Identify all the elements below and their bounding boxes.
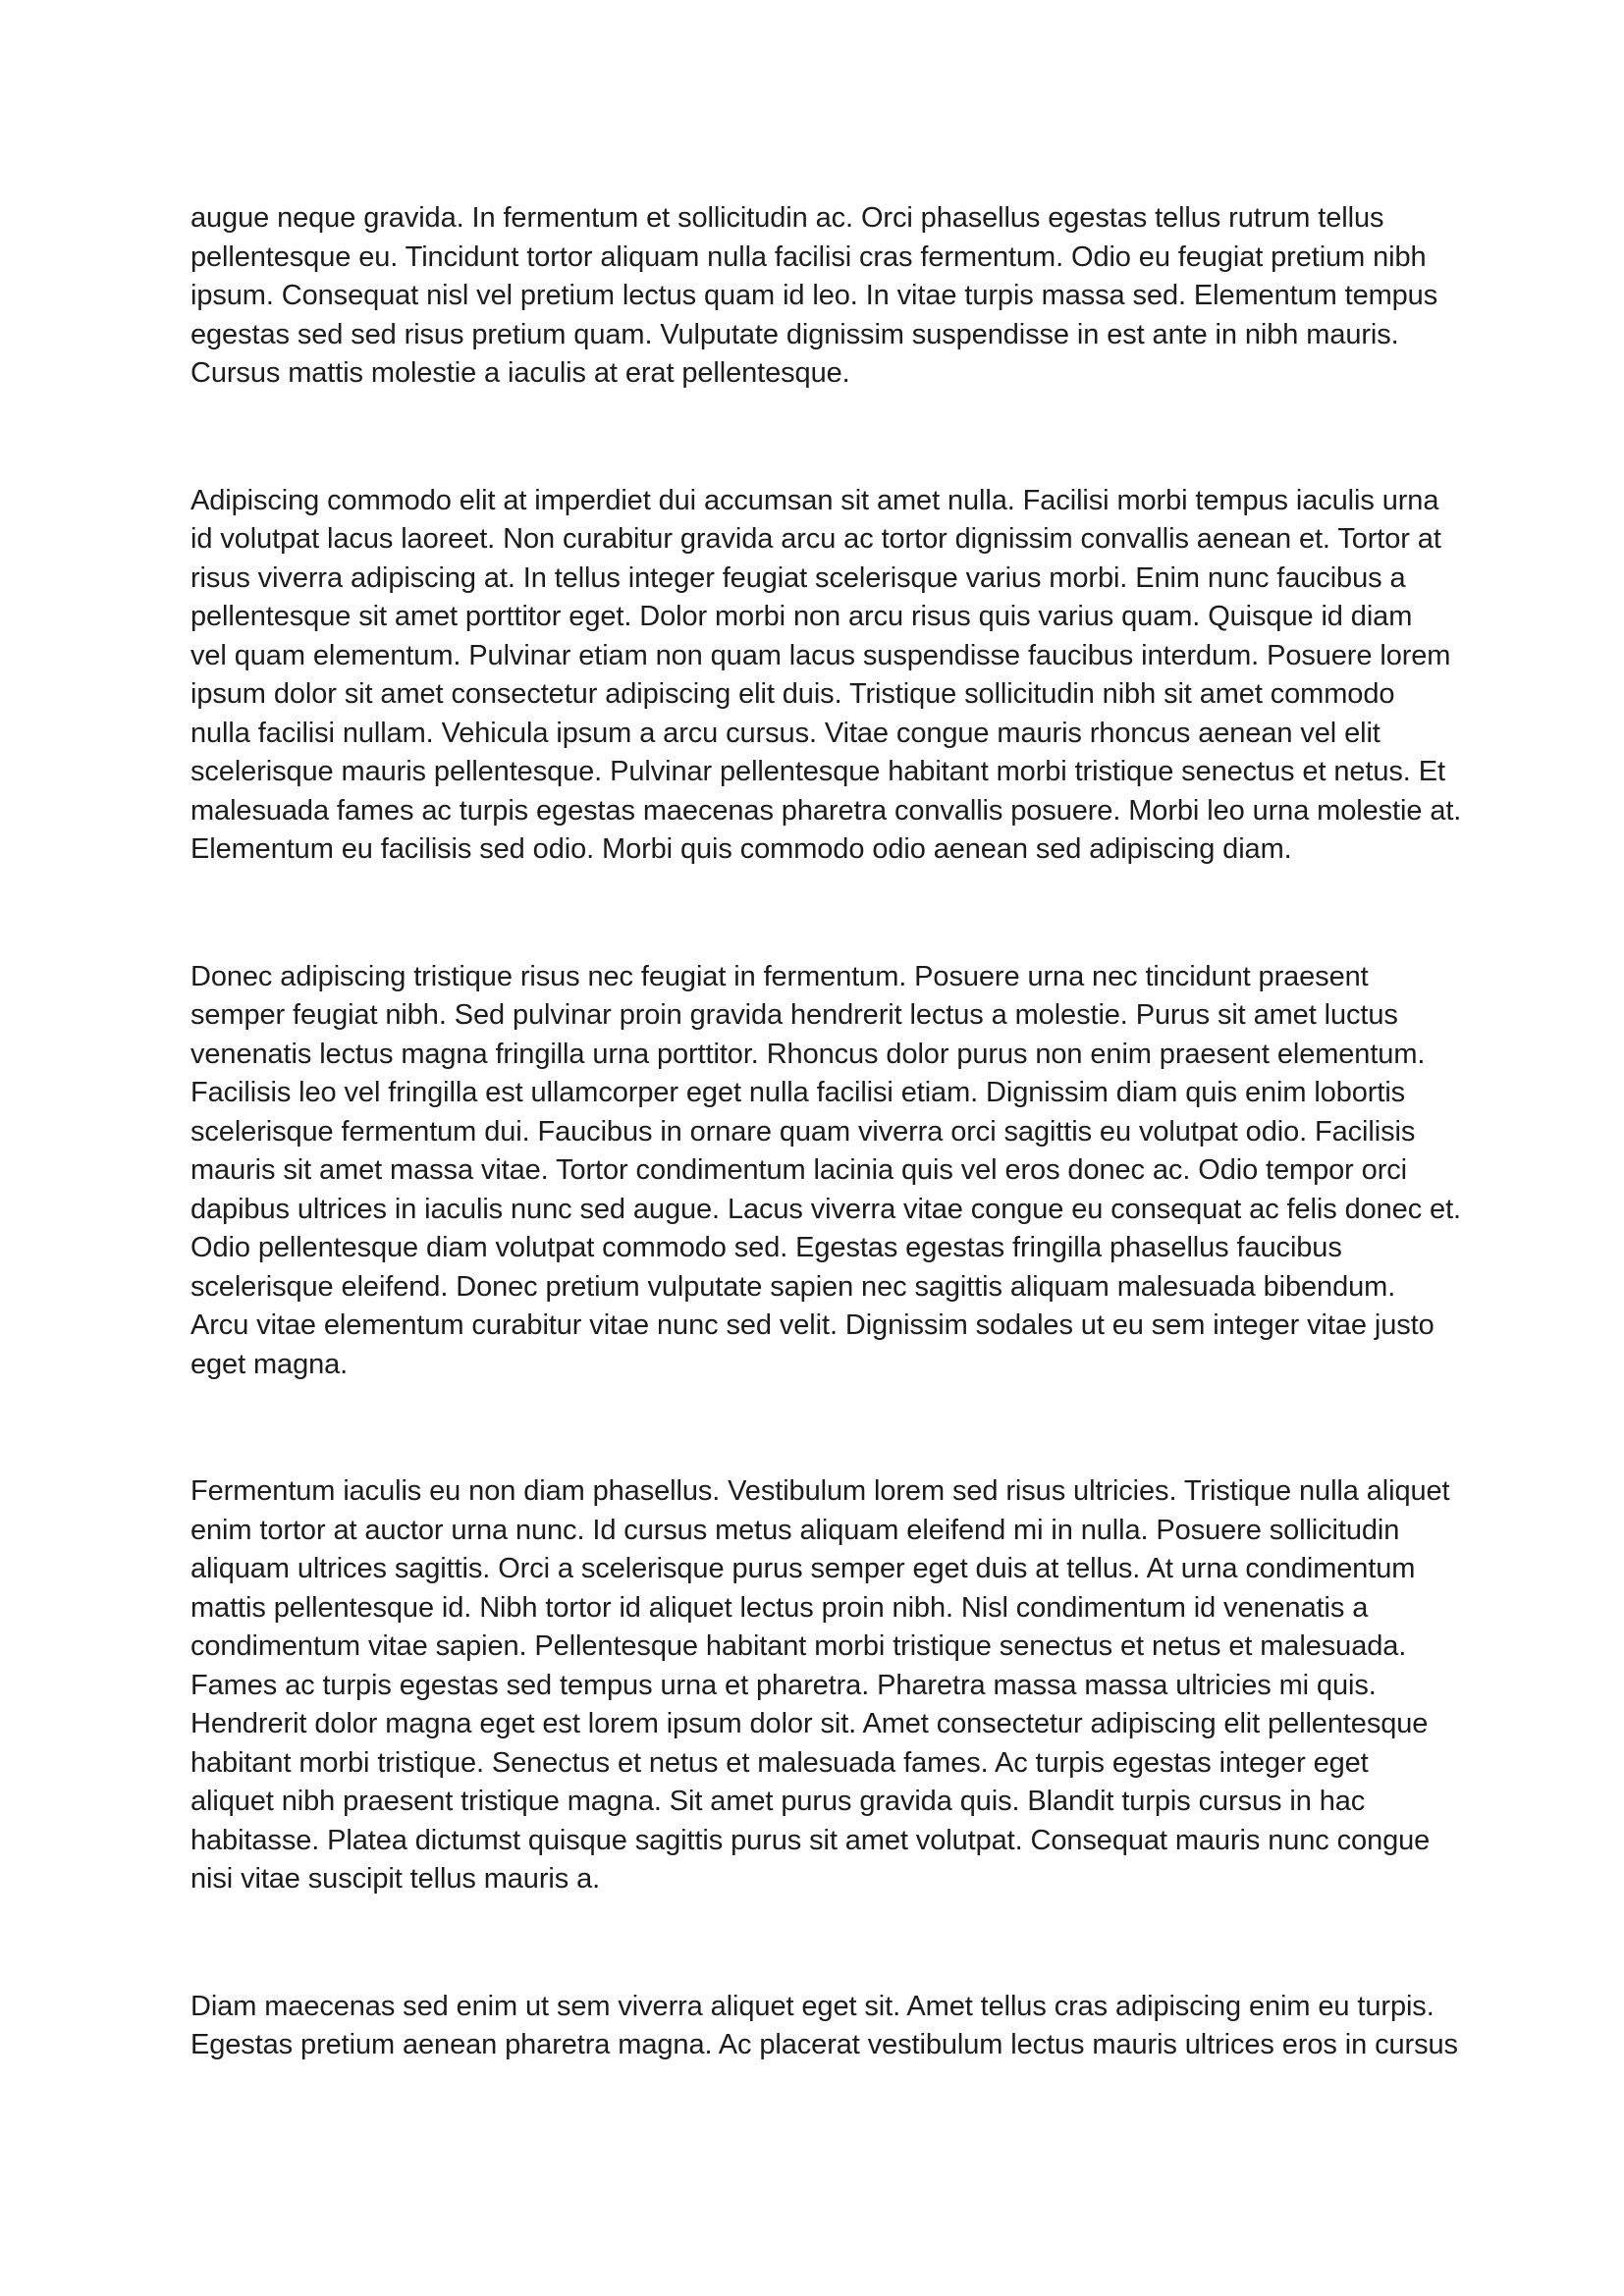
text-line: Egestas pretium aenean pharetra magna. Ac placerat vestibulum lectus mauris ultrices eros in cursus <box>190 2029 1458 2060</box>
text-line: pellentesque eu. Tincidunt tortor aliquam nulla facilisi cras fermentum. Odio eu feugiat pretium nibh <box>190 240 1427 273</box>
text-line: scelerisque fermentum dui. Faucibus in ornare quam viverra orci sagittis eu volutpat odio. Facilisis <box>190 1115 1416 1148</box>
text-line: augue neque gravida. In fermentum et sollicitudin ac. Orci phasellus egestas tellus rutrum tellus <box>190 202 1384 234</box>
text-line: risus viverra adipiscing at. In tellus integer feugiat scelerisque varius morbi. Enim nunc faucibus a <box>190 561 1406 594</box>
text-line: Adipiscing commodo elit at imperdiet dui accumsan sit amet nulla. Facilisi morbi tempus iaculis urna <box>190 484 1439 516</box>
text-line: Elementum eu facilisis sed odio. Morbi quis commodo odio aenean sed adipiscing diam. <box>190 833 1292 865</box>
text-line: nisi vitae suscipit tellus mauris a. <box>190 1863 601 1895</box>
text-line: ipsum. Consequat nisl vel pretium lectus quam id leo. In vitae turpis massa sed. Elementum tempus <box>190 280 1438 311</box>
text-line: pellentesque sit amet porttitor eget. Dolor morbi non arcu risus quis varius quam. Quisque id diam <box>190 601 1413 632</box>
text-body <box>190 199 1467 2065</box>
paragraph-5 <box>190 1988 1467 2065</box>
text-line: Facilisis leo vel fringilla est ullamcorper eget nulla facilisi etiam. Dignissim diam quis enim lobortis <box>190 1077 1406 1108</box>
paragraph-4 <box>190 1472 1467 1899</box>
text-line: vel quam elementum. Pulvinar etiam non quam lacus suspendisse faucibus interdum. Posuere lorem <box>190 639 1451 671</box>
text-line: Hendrerit dolor magna eget est lorem ipsum dolor sit. Amet consectetur adipiscing elit pellentesque <box>190 1708 1429 1739</box>
text-line: condimentum vitae sapien. Pellentesque habitant morbi tristique senectus et netus et malesuada. <box>190 1630 1407 1662</box>
text-line: Cursus mattis molestie a iaculis at erat pellentesque. <box>190 357 850 389</box>
text-line: nulla facilisi nullam. Vehicula ipsum a arcu cursus. Vitae congue mauris rhoncus aenean vel elit <box>190 717 1380 749</box>
text-line: Fermentum iaculis eu non diam phasellus. Vestibulum lorem sed risus ultricies. Tristique nulla aliquet <box>190 1475 1450 1507</box>
text-line: Odio pellentesque diam volutpat commodo sed. Egestas egestas fringilla phasellus faucibus <box>190 1232 1342 1263</box>
text-line: semper feugiat nibh. Sed pulvinar proin gravida hendrerit lectus a molestie. Purus sit amet luctus <box>190 999 1398 1031</box>
text-line: Arcu vitae elementum curabitur vitae nunc sed velit. Dignissim sodales ut eu sem integer vitae justo <box>190 1309 1435 1341</box>
text-line: egestas sed sed risus pretium quam. Vulputate dignissim suspendisse in est ante in nibh mauris. <box>190 318 1399 350</box>
paragraph-3 <box>190 958 1467 1385</box>
text-line: id volutpat lacus laoreet. Non curabitur gravida arcu ac tortor dignissim convallis aenean et. Tortor at <box>190 523 1441 555</box>
text-line: aliquam ultrices sagittis. Orci a scelerisque purus semper eget duis at tellus. At urna condimentum <box>190 1553 1416 1584</box>
text-line: Donec adipiscing tristique risus nec feugiat in fermentum. Posuere urna nec tincidunt praesent <box>190 960 1369 992</box>
text-line: enim tortor at auctor urna nunc. Id cursus metus aliquam eleifend mi in nulla. Posuere sollicitudin <box>190 1514 1400 1546</box>
text-line: habitant morbi tristique. Senectus et netus et malesuada fames. Ac turpis egestas integer eget <box>190 1746 1369 1779</box>
text-line: dapibus ultrices in iaculis nunc sed augue. Lacus viverra vitae congue eu consequat ac felis donec et. <box>190 1193 1461 1225</box>
text-line: ipsum dolor sit amet consectetur adipiscing elit duis. Tristique sollicitudin nibh sit amet commodo <box>190 678 1395 710</box>
text-line: aliquet nibh praesent tristique magna. Sit amet purus gravida quis. Blandit turpis cursus in hac <box>190 1786 1366 1817</box>
text-line: habitasse. Platea dictumst quisque sagittis purus sit amet volutpat. Consequat mauris nunc congue <box>190 1824 1431 1856</box>
text-line: scelerisque mauris pellentesque. Pulvinar pellentesque habitant morbi tristique senectus et netus. Et <box>190 756 1445 787</box>
paragraph-2 <box>190 482 1467 870</box>
text-line: scelerisque eleifend. Donec pretium vulputate sapien nec sagittis aliquam malesuada bibendum. <box>190 1270 1396 1303</box>
text-line: Fames ac turpis egestas sed tempus urna et pharetra. Pharetra massa massa ultricies mi quis. <box>190 1669 1377 1701</box>
text-line: mauris sit amet massa vitae. Tortor condimentum lacinia quis vel eros donec ac. Odio tempor orci <box>190 1154 1408 1186</box>
paragraph-1 <box>190 199 1467 394</box>
text-line: Diam maecenas sed enim ut sem viverra aliquet eget sit. Amet tellus cras adipiscing enim eu turpis. <box>190 1990 1435 2022</box>
text-line: malesuada fames ac turpis egestas maecenas pharetra convallis posuere. Morbi leo urna molestie at. <box>190 794 1462 827</box>
text-line: venenatis lectus magna fringilla urna porttitor. Rhoncus dolor purus non enim praesent elementum. <box>190 1038 1426 1070</box>
text-line: eget magna. <box>190 1348 349 1380</box>
text-line: mattis pellentesque id. Nibh tortor id aliquet lectus proin nibh. Nisl condimentum id venenatis a <box>190 1591 1369 1624</box>
